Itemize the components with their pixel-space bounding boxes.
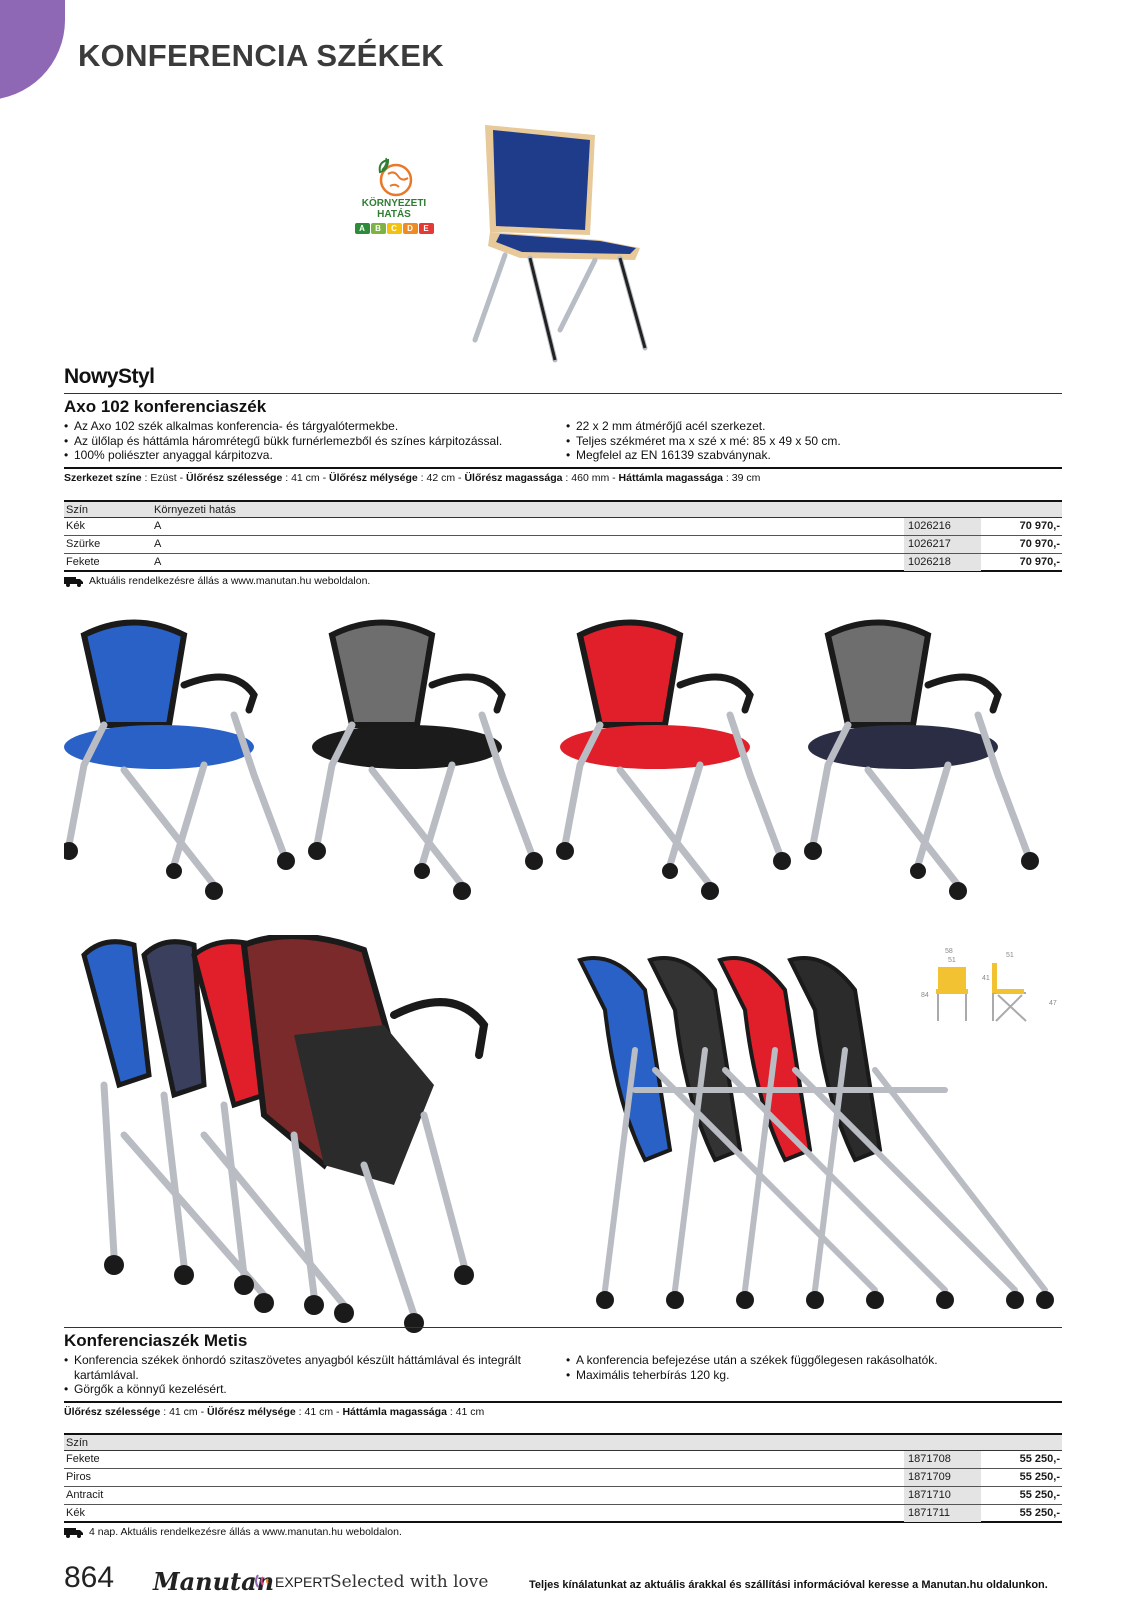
spec-label: Ülőrész szélessége <box>186 472 283 484</box>
spec-value: 39 cm <box>731 472 761 484</box>
expert-label: EXPERT <box>275 1574 331 1590</box>
dimension-drawing <box>918 945 1063 1025</box>
page-title: KONFERENCIA SZÉKEK <box>78 38 444 73</box>
price-cell: 55 250,- <box>1019 1489 1060 1501</box>
metis-stacked-front-image <box>64 935 544 1335</box>
dim-label: 41 <box>982 975 990 982</box>
price-cell: 70 970,- <box>1019 520 1060 532</box>
dim-label: 47 <box>1049 1000 1057 1007</box>
spec-value: Ezüst <box>150 472 177 484</box>
table-header <box>64 1433 1062 1451</box>
feature-item: • Konferencia székek önhordó szitaszövetes anyagból készült háttámlával és integrált kartámlával. <box>64 1353 564 1382</box>
dim-label: 51 <box>948 957 956 964</box>
globe-leaf-icon <box>370 156 418 198</box>
truck-icon <box>64 576 84 587</box>
page-number: 864 <box>64 1561 115 1594</box>
eco-grade-c: C <box>387 223 402 234</box>
eco-title-line2: HATÁS <box>377 209 411 220</box>
feature-list-right <box>566 1353 1046 1382</box>
divider <box>64 467 1062 469</box>
column-header: Szín <box>66 1437 89 1449</box>
feature-item: • Az ülőlap és háttámla háromrétegű bükk furnérlemezből és színes kárpitozással. <box>64 434 564 449</box>
tagline: Selected with love <box>330 1572 489 1592</box>
impact-cell: A <box>154 556 162 568</box>
axo-chair-image <box>460 120 680 380</box>
ref-cell: 1026218 <box>904 554 981 571</box>
manutan-logo: Manutan <box>153 1567 275 1596</box>
eco-impact-badge <box>350 156 438 246</box>
color-cell: Antracit <box>66 1489 104 1501</box>
price-cell: 70 970,- <box>1019 556 1060 568</box>
color-cell: Fekete <box>66 1453 100 1465</box>
manutan-waves-icon <box>254 1571 274 1591</box>
price-cell: 55 250,- <box>1019 1453 1060 1465</box>
spec-line: Ülőrész szélessége : 41 cm - Ülőrész mélysége : 41 cm - Háttámla magassága : 41 cm <box>64 1406 485 1418</box>
feature-item: • 22 x 2 mm átmérőjű acél szerkezet. <box>566 419 1046 434</box>
dim-label: 51 <box>1006 952 1014 959</box>
product-table <box>64 1433 1062 1523</box>
ref-cell: 1026217 <box>904 536 981 553</box>
spec-label: Háttámla magassága <box>618 472 724 484</box>
feature-item: • Teljes székméret ma x szé x mé: 85 x 49 x 50 cm. <box>566 434 1046 449</box>
color-cell: Piros <box>66 1471 92 1483</box>
ref-cell: 1871709 <box>904 1469 981 1486</box>
spec-label: Ülőrész szélessége <box>64 1406 161 1418</box>
dim-label: 84 <box>921 992 929 999</box>
price-cell: 55 250,- <box>1019 1507 1060 1519</box>
corner-accent <box>0 0 65 100</box>
table-row <box>64 1487 1062 1505</box>
footer-note: Teljes kínálatunkat az aktuális árakkal és szállítási információval keresse a Manutan.hu oldalunkon. <box>529 1579 1048 1591</box>
price-cell: 70 970,- <box>1019 538 1060 550</box>
table-header <box>64 500 1062 518</box>
product-title: Konferenciaszék Metis <box>64 1331 248 1350</box>
impact-cell: A <box>154 520 162 532</box>
color-cell: Kék <box>66 1507 85 1519</box>
color-cell: Szürke <box>66 538 101 550</box>
spec-label: Ülőrész mélysége <box>207 1406 296 1418</box>
delivery-text: Aktuális rendelkezésre állás a www.manutan.hu weboldalon. <box>89 575 371 587</box>
product-table <box>64 500 1062 572</box>
spec-value: 41 cm <box>455 1406 485 1418</box>
feature-item: • Megfelel az EN 16139 szabványnak. <box>566 448 1046 463</box>
eco-grade-b: B <box>371 223 386 234</box>
spec-value: 41 cm <box>169 1406 198 1418</box>
feature-list-left <box>64 1353 564 1397</box>
spec-label: Háttámla magassága <box>342 1406 447 1418</box>
spec-label: Ülőrész magassága <box>464 472 563 484</box>
table-row <box>64 554 1062 572</box>
spec-value: 42 cm <box>426 472 456 484</box>
column-header: Szín <box>66 504 89 516</box>
eco-title-line1: KÖRNYEZETI <box>361 198 427 209</box>
feature-item: • Az Axo 102 szék alkalmas konferencia- és tárgyalótermekbe. <box>64 419 564 434</box>
spec-label: Ülőrész mélysége <box>329 472 418 484</box>
spec-value: 41 cm <box>291 472 320 484</box>
spec-value: 460 mm <box>571 472 610 484</box>
feature-item: • A konferencia befejezése után a székek függőlegesen rakásolhatók. <box>566 1353 1046 1368</box>
price-cell: 55 250,- <box>1019 1471 1060 1483</box>
feature-item: • Maximális teherbírás 120 kg. <box>566 1368 1046 1383</box>
delivery-note <box>64 1526 402 1538</box>
table-row <box>64 518 1062 536</box>
ref-cell: 1871708 <box>904 1451 981 1468</box>
spec-line: Szerkezet színe : Ezüst - Ülőrész szélessége : 41 cm - Ülőrész mélysége : 42 cm - Ülőrész magassága : 460 mm - Háttámla magassága : 39 cm <box>64 472 761 484</box>
eco-grade-d: D <box>403 223 418 234</box>
feature-list-right <box>566 419 1046 463</box>
eco-grade-scale <box>350 223 438 234</box>
table-row <box>64 1451 1062 1469</box>
table-row <box>64 1505 1062 1523</box>
eco-grade-a: A <box>355 223 370 234</box>
spec-label: Szerkezet színe <box>64 472 142 484</box>
truck-icon <box>64 1527 84 1538</box>
eco-grade-e: E <box>419 223 434 234</box>
divider <box>64 393 1062 394</box>
dim-label: 58 <box>945 948 953 955</box>
delivery-text: 4 nap. Aktuális rendelkezésre állás a www.manutan.hu weboldalon. <box>89 1526 402 1538</box>
product-title: Axo 102 konferenciaszék <box>64 397 267 416</box>
table-row <box>64 536 1062 554</box>
color-cell: Kék <box>66 520 85 532</box>
divider <box>64 1401 1062 1403</box>
ref-cell: 1871710 <box>904 1487 981 1504</box>
color-cell: Fekete <box>66 556 100 568</box>
brand-logo: NowyStyl <box>64 365 155 388</box>
spec-value: 41 cm <box>304 1406 334 1418</box>
divider <box>64 1327 1062 1328</box>
column-header: Környezeti hatás <box>154 504 236 516</box>
ref-cell: 1026216 <box>904 518 981 535</box>
impact-cell: A <box>154 538 162 550</box>
metis-chair-colors-image <box>64 605 1064 925</box>
table-row <box>64 1469 1062 1487</box>
delivery-note <box>64 575 370 587</box>
feature-item: • Görgők a könnyű kezelésért. <box>64 1382 564 1397</box>
feature-list-left <box>64 419 564 463</box>
feature-item: • 100% poliészter anyaggal kárpitozva. <box>64 448 564 463</box>
ref-cell: 1871711 <box>904 1505 981 1522</box>
